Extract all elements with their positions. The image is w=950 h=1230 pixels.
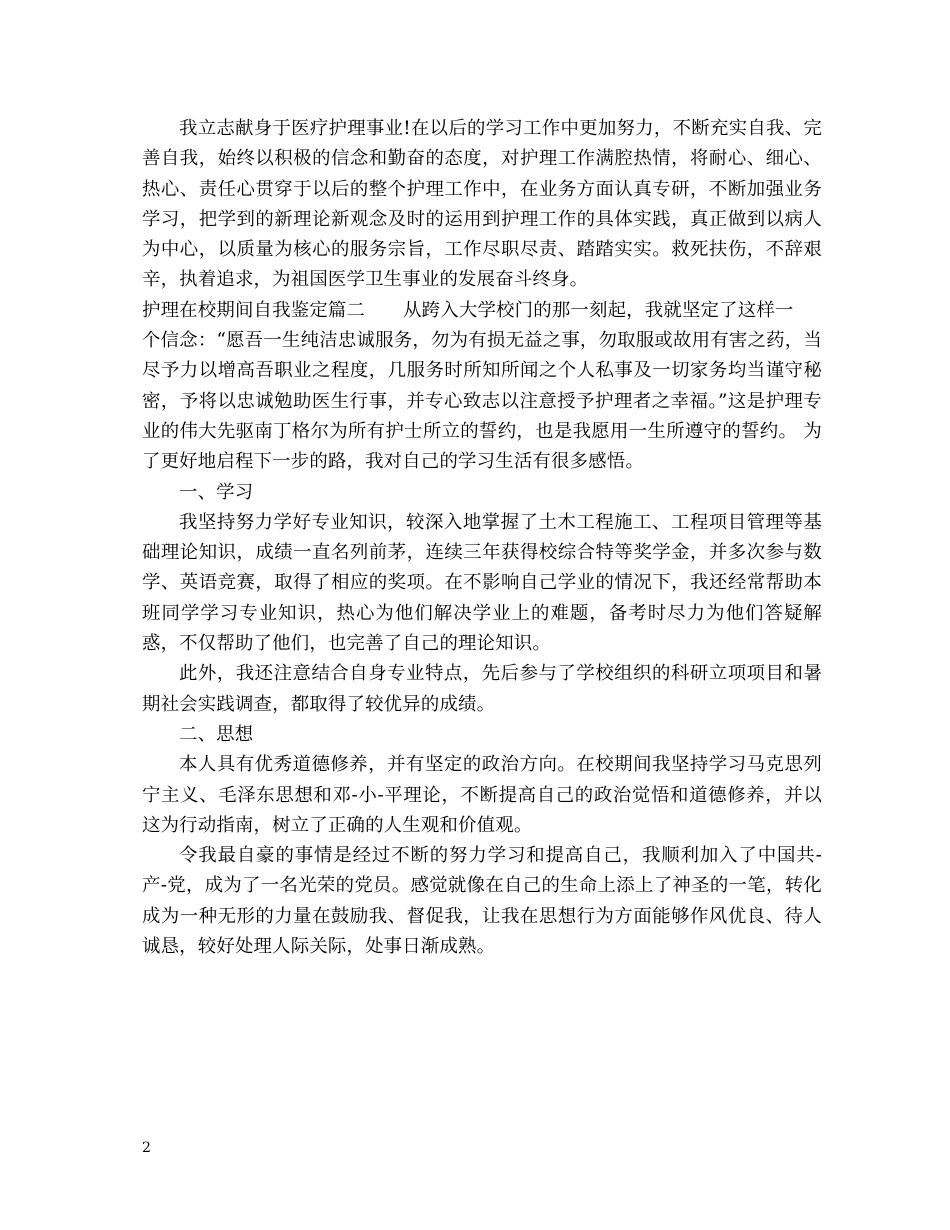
document-body <box>142 114 822 962</box>
heading-thought: 二、思想 <box>179 723 254 745</box>
paragraph-study: 我坚持努力学好专业知识，较深入地掌握了土木工程施工、工程项目管理等基础理论知识，成绩一直名列前茅，连续三年获得校综合特等奖学金，并多次参与数学、英语竞赛，取得了相应的奖项。在不影响自己学业的情况下，我还经常帮助本班同学学习专业知识，热心为他们解决学业上的难题，备考时尽力为他们答疑解惑，不仅帮助了他们，也完善了自己的理论知识。 <box>142 511 822 655</box>
paragraph-dedication: 我立志献身于医疗护理事业!在以后的学习工作中更加努力，不断充实自我、完善自我，始终以积极的信念和勤奋的态度，对护理工作满腔热情，将耐心、细心、热心、责任心贯穿于以后的整个护理工作中，在业务方面认真专研，不断加强业务学习，把学到的新理论新观念及时的运用到护理工作的具体实践，真正做到以病人为中心，以质量为核心的服务宗旨，工作尽职尽责、踏踏实实。救死扶伤，不辞艰辛，执着追求，为祖国医学卫生事业的发展奋斗终身。 <box>142 118 822 291</box>
paragraph-oath: 个信念：“愿吾一生纯洁忠诚服务，勿为有损无益之事，勿取服或故用有害之药，当尽予力以增高吾职业之程度，几服务时所知所闻之个人私事及一切家务均当谨守秘密，予将以忠诚勉助医生行事，并专心致志以注意授予护理者之幸福。”这是护理专业的伟大先驱南丁格尔为所有护士所立的誓约，也是我愿用一生所遵守的誓约。 为了更好地启程下一步的路，我对自己的学习生活有很多感悟。 <box>142 330 822 473</box>
section-title: 护理在校期间自我鉴定篇二 <box>142 299 366 321</box>
paragraph-research: 此外，我还注意结合自身专业特点，先后参与了学校组织的科研立项项目和暑期社会实践调查，都取得了较优异的成绩。 <box>142 663 822 715</box>
paragraph-party: 令我最自豪的事情是经过不断的努力学习和提高自己，我顺利加入了中国共-产-党，成为了一名光荣的党员。感觉就像在自己的生命上添上了神圣的一笔，转化成为一种无形的力量在鼓励我、督促我，让我在思想行为方面能够作风优良、待人诚恳，较好处理人际关际，处事日渐成熟。 <box>142 845 822 958</box>
paragraph-oath-start: 从跨入大学校门的那一刻起，我就坚定了这样一 <box>403 299 794 321</box>
page-number: 2 <box>142 1140 151 1156</box>
heading-study: 一、学习 <box>179 481 254 503</box>
paragraph-morals: 本人具有优秀道德修养，并有坚定的政治方向。在校期间我坚持学习马克思列宁主义、毛泽东思想和邓-小-平理论，不断提高自己的政治觉悟和道德修养，并以这为行动指南，树立了正确的人生观和价值观。 <box>142 754 822 836</box>
section-heading-line <box>142 296 822 326</box>
